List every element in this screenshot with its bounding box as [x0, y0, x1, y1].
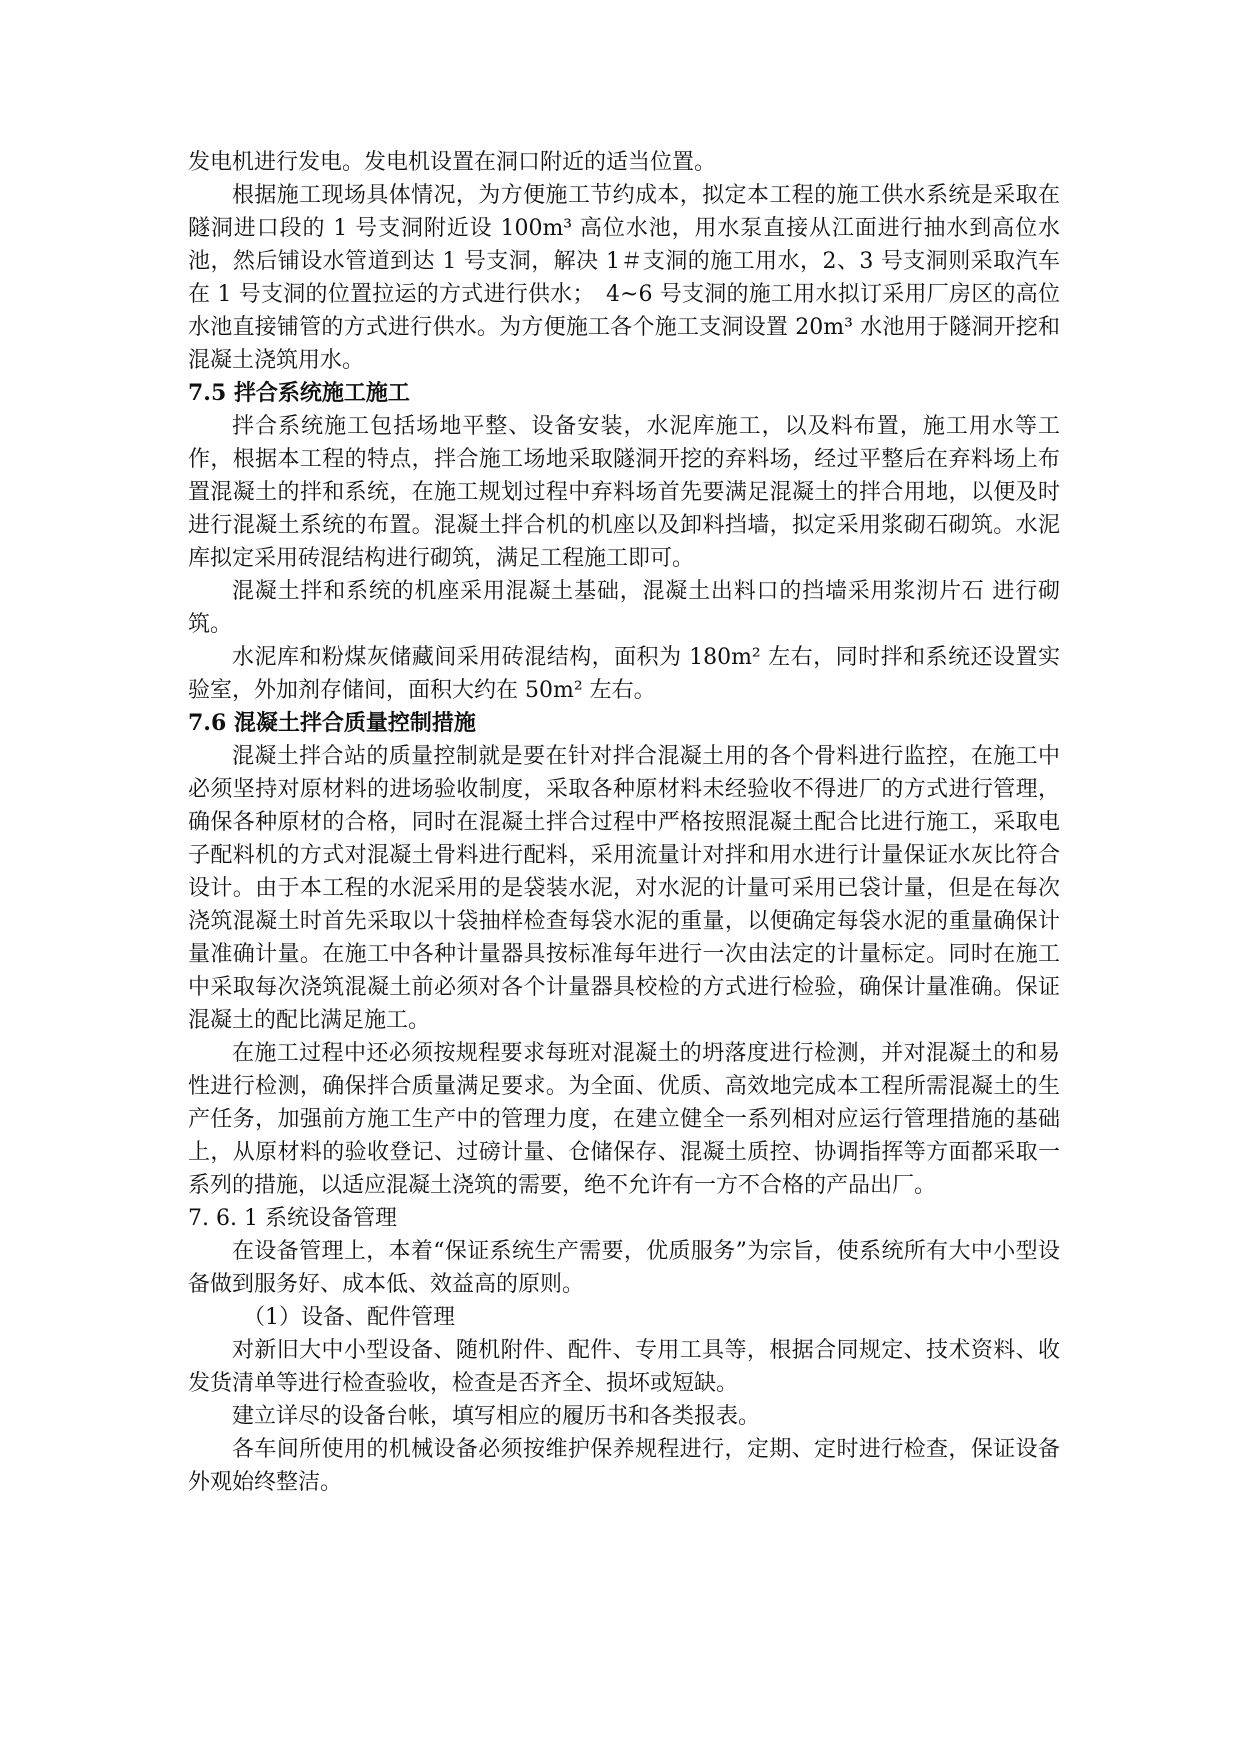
paragraph-cement-storage: 水泥库和粉煤灰储藏间采用砖混结构，面积为 180m² 左右，同时拌和系统还设置实验室，外加剂存储间，面积大约在 50m² 左右。: [188, 645, 1060, 703]
paragraph-generator: 发电机进行发电。发电机设置在洞口附近的适当位置。: [188, 150, 717, 175]
paragraph-mixing-base: 混凝土拌和系统的机座采用混凝土基础，混凝土出料口的挡墙采用浆沏片石 进行砌筑。: [188, 579, 1060, 637]
paragraph-ledger: 建立详尽的设备台帐，填写相应的履历书和各类报表。: [232, 1404, 761, 1429]
paragraph-mixing-system: 拌合系统施工包括场地平整、设备安装，水泥库施工，以及料布置，施工用水等工作，根据本工程的特点，拌合施工场地采取隧洞开挖的弃料场，经过平整后在弃料场上布置混凝土的拌和系统，在施工规划过程中弃料场首先要满足混凝土的拌合用地，以便及时进行混凝土系统的布置。混凝土拌合机的机座以及卸料挡墙，拟定采用浆砌石砌筑。水泥库拟定采用砖混结构进行砌筑，满足工程施工即可。: [188, 414, 1060, 571]
subsection-heading-7-6-1: 7. 6. 1 系统设备管理: [188, 1206, 397, 1231]
document-page: [188, 146, 1060, 1499]
paragraph-slump-testing: 在施工过程中还必须按规程要求每班对混凝土的坍落度进行检测，并对混凝土的和易性进行检测，确保拌合质量满足要求。为全面、优质、高效地完成本工程所需混凝土的生产任务，加强前方施工生产中的管理力度，在建立健全一系列相对应运行管理措施的基础上，从原材料的验收登记、过磅计量、仓储保存、混凝土质控、协调指挥等方面都采取一系列的措施，以适应混凝土浇筑的需要，绝不允许有一方不合格的产品出厂。: [188, 1041, 1060, 1198]
paragraph-quality-control: 混凝土拌合站的质量控制就是要在针对拌合混凝土用的各个骨料进行监控，在施工中必须坚持对原材料的进场验收制度，采取各种原材料未经验收不得进厂的方式进行管理，确保各种原材的合格，同时在混凝土拌合过程中严格按照混凝土配合比进行施工，采取电子配料机的方式对混凝土骨料进行配料，采用流量计对拌和用水进行计量保证水灰比符合设计。由于本工程的水泥采用的是袋装水泥，对水泥的计量可采用已袋计量，但是在每次浇筑混凝土时首先采取以十袋抽样检查每袋水泥的重量，以便确定每袋水泥的重量确保计量准确计量。在施工中各种计量器具按标准每年进行一次由法定的计量标定。同时在施工中采取每次浇筑混凝土前必须对各个计量器具校检的方式进行检验，确保计量准确。保证混凝土的配比满足施工。: [188, 744, 1060, 1033]
section-heading-7-6: 7.6 混凝土拌合质量控制措施: [188, 710, 476, 736]
paragraph-inspection: 对新旧大中小型设备、随机附件、配件、专用工具等，根据合同规定、技术资料、收发货清单等进行检查验收，检查是否齐全、损坏或短缺。: [188, 1338, 1060, 1396]
paragraph-maintenance: 各车间所使用的机械设备必须按维护保养规程进行，定期、定时进行检查，保证设备外观始终整洁。: [188, 1437, 1060, 1495]
list-item-label: （1）设备、配件管理: [243, 1305, 455, 1330]
section-heading-7-5: 7.5 拌合系统施工施工: [188, 380, 410, 406]
paragraph-equipment-management: 在设备管理上，本着“保证系统生产需要，优质服务”为宗旨，使系统所有大中小型设备做到服务好、成本低、效益高的原则。: [188, 1239, 1060, 1297]
paragraph-water-supply: 根据施工现场具体情况，为方便施工节约成本，拟定本工程的施工供水系统是采取在隧洞进口段的 1 号支洞附近设 100m³ 高位水池，用水泵直接从江面进行抽水到高位水池，然后铺设水管道到达 1 号支洞，解决 1＃支洞的施工用水，2、3 号支洞则采取汽车在 1 号支洞的位置拉运的方式进行供水； 4~6 号支洞的施工用水拟订采用厂房区的高位水池直接铺管的方式进行供水。为方便施工各个施工支洞设置 20m³ 水池用于隧洞开挖和混凝土浇筑用水。: [188, 183, 1060, 373]
